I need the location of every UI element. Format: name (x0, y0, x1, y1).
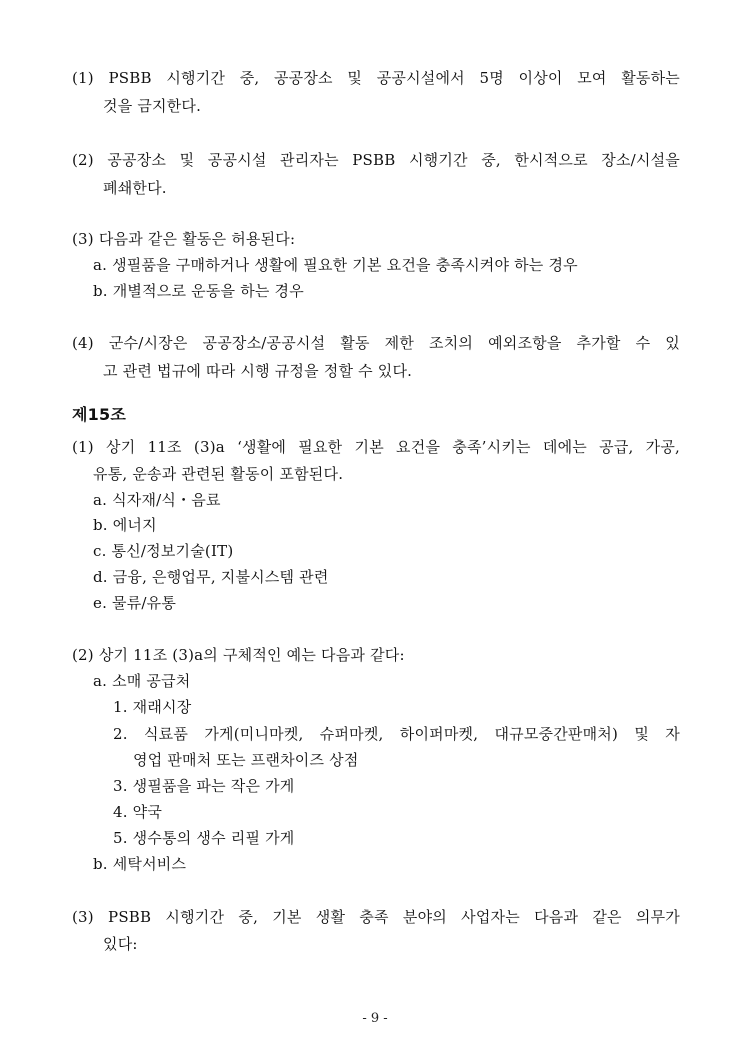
page-number: - 9 - (362, 1011, 388, 1026)
article-15-p2-a-item-4: 4. 약국 (113, 803, 163, 821)
article-15-p2-sub-a: a. 소매 공급처 (93, 672, 191, 690)
article-15-p2-a-item-3: 3. 생필품을 파는 작은 가게 (113, 777, 295, 795)
article-15-p2-a-item-2-line-1: 2. 식료품 가게(미니마켓, 슈퍼마켓, 하이퍼마켓, 대규모중간판매처) 및 자 (113, 725, 680, 743)
article-15-p2-line-1: (2) 상기 11조 (3)a의 구체적인 예는 다음과 같다: (72, 646, 405, 664)
article-15-p1-line-2: 유통, 운송과 관련된 활동이 포함된다. (93, 465, 344, 483)
article-15-p1-sub-b: b. 에너지 (93, 516, 157, 534)
item-3-line-1: (3) 다음과 같은 활동은 허용된다: (72, 230, 296, 248)
item-3-sub-a: a. 생필품을 구매하거나 생활에 필요한 기본 요건을 충족시켜야 하는 경우 (93, 256, 578, 274)
article-15-p2-a-item-1: 1. 재래시장 (113, 698, 192, 716)
item-1-line-1: (1) PSBB 시행기간 중, 공공장소 및 공공시설에서 5명 이상이 모여 활동하는 (72, 69, 680, 87)
item-1-line-2: 것을 금지한다. (103, 97, 202, 115)
item-4-line-1: (4) 군수/시장은 공공장소/공공시설 활동 제한 조치의 예외조항을 추가할 수 있 (72, 334, 680, 352)
article-15-p1-sub-d: d. 금융, 은행업무, 지불시스템 관련 (93, 568, 329, 586)
article-15-p1-sub-a: a. 식자재/식・음료 (93, 491, 221, 509)
article-15-heading: 제15조 (72, 405, 126, 424)
article-15-p2-sub-b: b. 세탁서비스 (93, 855, 187, 873)
item-4-line-2: 고 관련 법규에 따라 시행 규정을 정할 수 있다. (103, 362, 413, 380)
item-2-line-2: 폐쇄한다. (103, 179, 167, 197)
article-15-p1-line-1: (1) 상기 11조 (3)a ‘생활에 필요한 기본 요건을 충족’시키는 데에는 공급, 가공, (72, 438, 680, 456)
item-2-line-1: (2) 공공장소 및 공공시설 관리자는 PSBB 시행기간 중, 한시적으로 장소/시설을 (72, 151, 680, 169)
item-3-sub-b: b. 개별적으로 운동을 하는 경우 (93, 282, 304, 300)
article-15-p3-line-2: 있다: (103, 935, 138, 953)
article-15-p1-sub-c: c. 통신/정보기술(IT) (93, 542, 234, 560)
article-15-p2-a-item-2-line-2: 영업 판매처 또는 프랜차이즈 상점 (133, 751, 359, 769)
article-15-p3-line-1: (3) PSBB 시행기간 중, 기본 생활 충족 분야의 사업자는 다음과 같은 의무가 (72, 908, 680, 926)
article-15-p1-sub-e: e. 물류/유통 (93, 594, 177, 612)
article-15-p2-a-item-5: 5. 생수통의 생수 리필 가게 (113, 829, 295, 847)
